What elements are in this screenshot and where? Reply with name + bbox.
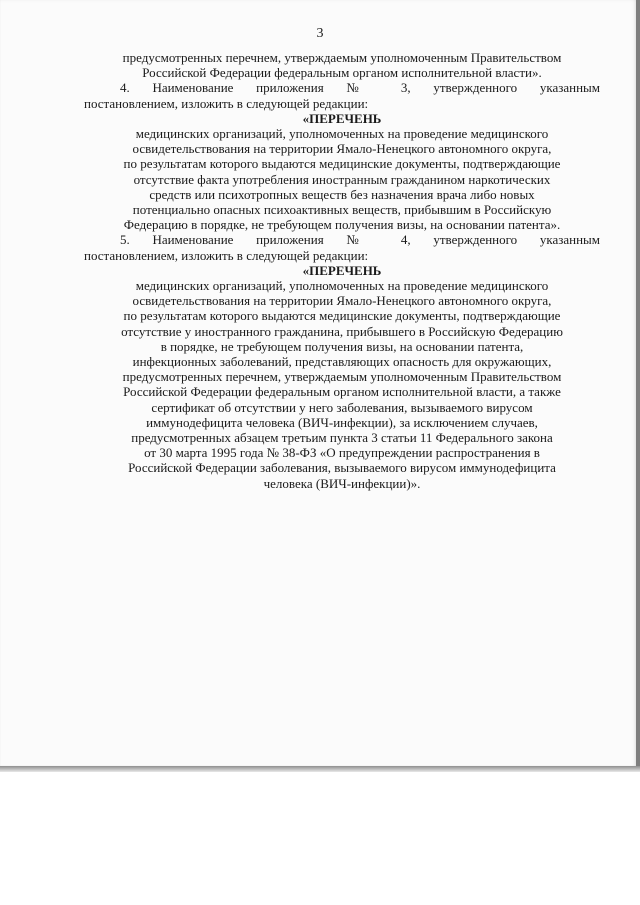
item-5-line-2: постановлением, изложить в следующей редакции:: [84, 247, 369, 263]
item-5-body-line: иммунодефицита человека (ВИЧ-инфекции), за исключением случаев,: [146, 414, 538, 430]
item-5-body-line: предусмотренных абзацем третьим пункта 3 статьи 11 Федерального закона: [131, 430, 553, 446]
item-5-heading: «ПЕРЕЧЕНЬ: [302, 262, 382, 278]
item-5-body-line: сертификат об отсутствии у него заболевания, вызываемого вирусом: [151, 399, 533, 415]
intro-line-2: Российской Федерации федеральным органом исполнительной власти».: [142, 65, 542, 81]
item-5-body-line: Российской Федерации федеральным органом исполнительной власти, а также: [123, 384, 561, 400]
item-5-body-line: Российской Федерации заболевания, вызываемого вирусом иммунодефицита: [128, 460, 556, 476]
item-4-body-line: Федерацию в порядке, не требующем получения визы, на основании патента».: [123, 217, 561, 233]
item-4-body-line: медицинских организаций, уполномоченных на проведение медицинского: [135, 126, 549, 142]
item-5-body-line: медицинских организаций, уполномоченных на проведение медицинского: [135, 278, 549, 294]
item-4-body-line: потенциально опасных психоактивных веществ, прибывшим в Российскую: [132, 202, 552, 218]
item-4-line-1: 4. Наименование приложения № 3, утвержденного указанным: [120, 80, 600, 96]
intro-line-1: предусмотренных перечнем, утверждаемым уполномоченным Правительством: [122, 50, 562, 65]
item-5-body-line: в порядке, не требующем получения визы, на основании патента,: [160, 338, 524, 354]
item-5-body-line: отсутствие у иностранного гражданина, прибывшего в Российскую Федерацию: [121, 323, 563, 339]
item-4-body-line: отсутствие факта употребления иностранным гражданином наркотических: [133, 171, 551, 187]
item-5-body-line: освидетельствования на территории Ямало-Ненецкого автономного округа,: [132, 293, 552, 309]
item-5-body-line: предусмотренных перечнем, утверждаемым уполномоченным Правительством: [122, 369, 562, 385]
page-number: 3: [316, 26, 324, 41]
item-4-body-line: освидетельствования на территории Ямало-Ненецкого автономного округа,: [132, 141, 552, 157]
document-body: [84, 50, 600, 491]
item-4-body-line: по результатам которого выдаются медицинские документы, подтверждающие: [123, 156, 561, 172]
page-bottom-shadow: [0, 766, 640, 772]
item-4-heading: «ПЕРЕЧЕНЬ: [302, 110, 382, 126]
item-4-body-line: средств или психотропных веществ без назначения врача либо новых: [149, 186, 535, 202]
item-5-line-1: 5. Наименование приложения № 4, утвержденного указанным: [120, 232, 600, 248]
item-5-body-line: человека (ВИЧ-инфекции)».: [263, 475, 421, 491]
page-edge-shadow: [636, 0, 640, 768]
item-5-body-line: инфекционных заболеваний, представляющих опасность для окружающих,: [132, 354, 552, 370]
item-5-body-line: по результатам которого выдаются медицинские документы, подтверждающие: [123, 308, 561, 324]
item-5-body-line: от 30 марта 1995 года № 38-ФЗ «О предупреждении распространения в: [144, 445, 540, 461]
item-4-line-2: постановлением, изложить в следующей редакции:: [84, 95, 369, 111]
